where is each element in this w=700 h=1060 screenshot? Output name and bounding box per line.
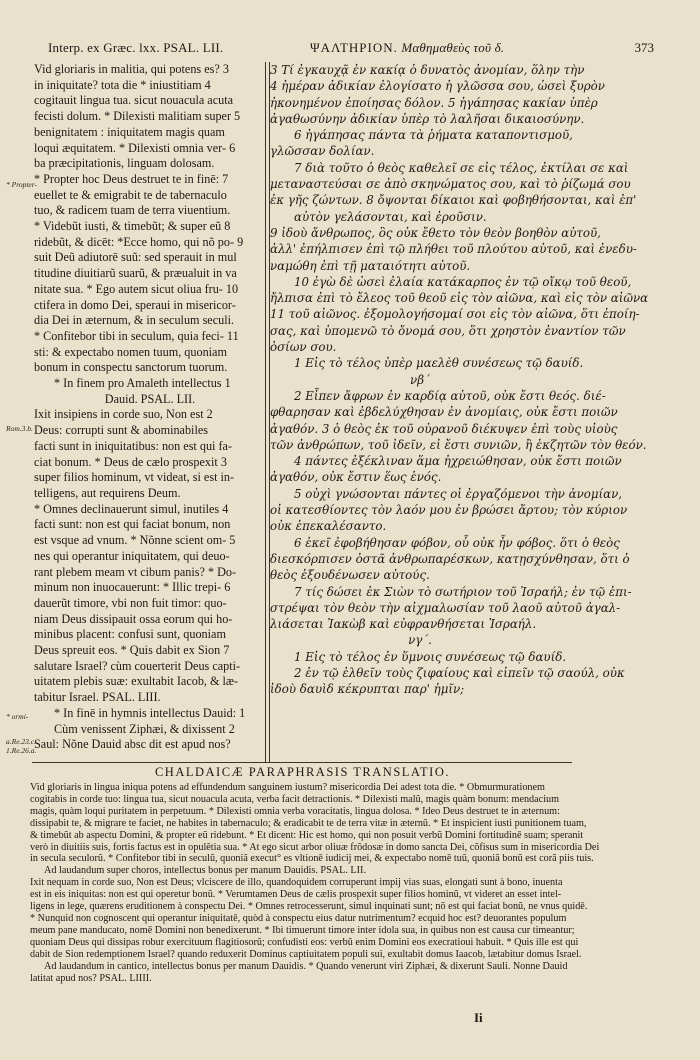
margin-note: 1.Re.26.a.: [6, 746, 37, 755]
text-line: magis, quàm loqui puritatem in perpetuum. * Dilexisti omnia verba voracitatis, lingua dolosa. * Ideo Deus destruet te in æternum:: [30, 805, 560, 817]
margin-note: a.Re.23.c.: [6, 737, 36, 746]
text-line: μεταναστεύσαι σε ἀπὸ σκηνώματος σου, καὶ τὸ ῥίζωμά σου: [270, 177, 631, 192]
text-line: Vid gloriaris in malitia, qui potens es? 3: [34, 62, 229, 76]
text-line: ναμώθη ἐπὶ τῇ ματαιότητι αὐτοῦ.: [270, 258, 471, 273]
text-line: ἰδοὺ δαυὶδ κέκρυπται παρ' ἡμῖν;: [270, 682, 465, 697]
text-line: fecisti dolum. * Dilexisti malitiam super 5: [34, 109, 241, 124]
text-line: 2 ἐν τῷ ἐλθεῖν τοὺς ζιφαίους καὶ εἰπεῖν τῷ σαούλ, οὐκ: [294, 665, 625, 680]
text-line: loqui æquitatem. * Dilexisti omnia ver- 6: [34, 140, 236, 155]
text-line: φθαρησαν καὶ ἐβδελύχθησαν ἐν ἀνομίαις, οὐκ ἔστι ποιῶν: [270, 405, 618, 420]
text-line: telligens, aut requirens Deum.: [34, 485, 181, 500]
text-line: super filios hominum, vt videat, si est in-: [34, 470, 235, 485]
text-line: θεὸς ἐξουδένωσεν αὐτούς.: [270, 568, 430, 583]
text-line: ὁσίων σου.: [270, 340, 337, 355]
text-line: dabit de Sion redemptionem Israel? quando reduxerit Dominus captiuitatem populi sui, exultabit domus Iaacob, lætabitur domus Israel.: [30, 948, 582, 960]
text-line: minum non inuocauerunt: * Illic trepi- 6: [34, 580, 231, 595]
text-line: Ixit insipiens in corde suo, Non est 2: [34, 407, 213, 422]
text-line: 4 ἡμέραν ἀδικίαν ἐλογίσατο ἡ γλῶσσα σου, ὡσεὶ ξυρὸν: [270, 79, 605, 94]
running-head-right: [310, 40, 504, 56]
text-line: Deus spreuit eos. * Quis dabit ex Sion 7: [34, 643, 230, 658]
text-line: 6 ἐκεῖ ἐφοβήθησαν φόβον, οὗ οὐκ ἦν φόβος. ὅτι ὁ θεὸς: [294, 535, 620, 550]
text-line: Deus: corrupti sunt & abominabiles: [34, 423, 208, 438]
text-line: titudine diuitiarũ suarũ, & præualuit in va: [34, 266, 237, 281]
latin-column: [34, 62, 266, 753]
text-line: * Omnes declinauerunt simul, inutiles 4: [34, 501, 229, 516]
text-line: * In finem pro Amaleth intellectus 1: [54, 376, 231, 391]
text-line: 7 διὰ τοῦτο ὁ θεὸς καθελεῖ σε εἰς τέλος, ἐκτίλαι σε καὶ: [294, 160, 629, 175]
text-line: Dauid. PSAL. LII.: [104, 391, 196, 406]
text-line: 11 τοῦ αἰῶνος. ἐξομολογήσομαί σοι εἰς τὸν αἰῶνα, ὅτι ἐποίη-: [270, 307, 640, 322]
running-subtitle-greek: Μαθημαθεὺς τοῦ δ.: [401, 40, 505, 55]
text-line: sti: & expectabo nomen tuum, quoniam: [34, 344, 227, 359]
text-line: est in eis iniquitas: non est qui operetur bonũ. * Verumtamen Deus de cælis prospexit super filios hominũ, vt videret an esset intel-: [30, 889, 562, 901]
text-line: νγ΄.: [408, 633, 432, 648]
text-line: tabitur Israel. PSAL. LIII.: [34, 690, 161, 705]
text-line: * Propter hoc Deus destruet te in finē: 7: [34, 171, 229, 186]
text-line: 6 ἠγάπησας πάντα τὰ ῥήματα καταποντισμοῦ,: [294, 128, 573, 143]
text-line: 3 Τί ἐγκαυχᾷ ἐν κακίᾳ ὁ δυνατὸς ἀνομίαν, ὅλην τὴν: [270, 63, 585, 77]
text-line: dissipabit te, & migrare te faciet, ne habites in tabernaculo; & eradicabit te de terra vitæ in æternũ. * Et inspicient iusti punitionem tuam,: [30, 817, 587, 829]
text-line: * Nunquid non cognoscent qui operantur iniquitatē, quòd à conspectu eius datur nutrimentum? ecquid hoc est? deuorantes populum: [30, 912, 567, 924]
text-line: facti sunt: non est qui faciat bonum, non: [34, 517, 231, 532]
text-line: cogitauit lingua tua. sicut nouacula acuta: [34, 93, 233, 108]
text-line: στρέψαι τὸν θεὸν τὴν αἰχμαλωσίαν τοῦ λαοῦ αὐτοῦ ἀγαλ-: [270, 600, 621, 615]
text-line: meum pane manducato, nomē Domini non benedixerunt. * Ibi timuerunt timore inter idola sua, in quibus non est causa cur timeantur;: [30, 924, 575, 936]
text-line: Ad laudandum in cantico, intellectus bonus per manum Dauidis. * Quando venerunt viri Ziphæi, & dixerunt Sauli. Nonne Dauid: [44, 960, 568, 972]
text-line: uitatem plebis suæ: exultabit Iacob, & læ-: [34, 674, 239, 689]
text-line: ἀγαθωσύνην ἀδικίαν ὑπὲρ τὸ λαλῆσαι δικαιοσύνην.: [270, 111, 585, 126]
text-line: Ad laudandum super choros, intellectus bonus per manum Dauidis. PSAL. LII.: [44, 865, 366, 877]
text-line: ridebũt, & dicēt: *Ecce homo, qui nõ po- 9: [34, 234, 244, 249]
text-line: verò in diuitiis suis, fortis factus est in opulẽtia sua. * At ego sicut arbor oliuæ frõdosæ in domo sancta Dei, cõfisus sum in misericordia Dei: [30, 841, 600, 853]
text-line: 5 οὐχὶ γνώσονται πάντες οἱ ἐργαζόμενοι τὴν ἀνομίαν,: [294, 486, 623, 501]
text-line: 2 Εἶπεν ἄφρων ἐν καρδίᾳ αὐτοῦ, οὐκ ἔστι θεός. διέ-: [294, 388, 606, 403]
chaldaic-paraphrase: [30, 765, 600, 984]
greek-column: [270, 62, 649, 698]
running-head-left: Interp. ex Græc. lxx. PSAL. LII.: [48, 40, 224, 55]
text-line: αὐτὸν γελάσονται, καὶ ἐροῦσιν.: [294, 209, 487, 224]
text-line: ciat bonum. * Deus de cælo prospexit 3: [34, 454, 227, 469]
text-line: σας, καὶ ὑπομενῶ τὸ ὄνομά σου, ὅτι χρηστὸν ἐναντίον τῶν: [270, 323, 626, 338]
text-line: quoniam Deus qui dissipas robur exercituum flagitiosorũ; confudisti eos: verbũ enim Domini eos execratioui habuit. * Quis ille est qui: [30, 936, 579, 948]
text-line: rant plebem meam vt cibum panis? * Do-: [34, 564, 237, 579]
text-line: τῶν ἀνθρώπων, τοῦ ἰδεῖν, εἰ ἔστι συνιῶν, ἢ ἐκζητῶν τὸν θεόν.: [270, 437, 647, 452]
text-line: ἤλπισα ἐπὶ τὸ ἔλεος τοῦ θεοῦ εἰς τὸν αἰῶνα, καὶ εἰς τὸν αἰῶνα: [270, 291, 649, 306]
text-line: γλῶσσαν δολίαν.: [270, 144, 375, 159]
margin-note: Rom.3.b.: [6, 424, 33, 433]
text-line: niam Deus dissipauit ossa eorum qui ho-: [34, 611, 233, 626]
text-line: bonum in conspectu sanctorum tuorum.: [34, 360, 228, 375]
text-line: ctifera in domo Dei, speraui in misericor-: [34, 297, 236, 312]
section-rule: [32, 762, 572, 763]
text-line: facti sunt in iniquitatibus: non est qui fa-: [34, 438, 233, 453]
text-line: ἀλλ' ἐπήλπισεν ἐπὶ τῷ πλήθει τοῦ πλούτου αὐτοῦ, καὶ ἐνεδυ-: [270, 242, 637, 257]
text-line: suit Deũ adiutorē suũ: sed sperauit in mul: [34, 250, 237, 265]
text-line: ἠκονημένον ἐποίησας δόλον. 5 ἠγάπησας κακίαν ὑπὲρ: [270, 95, 598, 110]
text-line: ligens in lege, quærens eruditionem à conspectu Dei. * Omnes retrocesserunt, simul inquinati sunt; nõ est qui faciat bonũ, ne vnus quidē.: [30, 901, 588, 913]
text-line: Saul: Nõne Dauid absc dit est apud nos?: [34, 737, 231, 752]
text-line: salutare Israel? cùm couerterit Deus capti-: [34, 658, 241, 673]
signature-mark: Ii: [474, 1010, 483, 1025]
text-line: tuo, & radicem tuam de terra viuentium.: [34, 203, 231, 218]
text-line: Ixit nequam in corde suo, Non est Deus; vlciscere de illo, quandoquidem corruperunt impij vias suas, elongati sunt à bono, inuenta: [30, 877, 563, 889]
text-line: οἱ κατεσθίοντες τὸν λαόν μου ἐν βρώσει ἄρτου; τὸν κύριον: [270, 503, 628, 518]
text-line: ἀγαθόν. 3 ὁ θεὸς ἐκ τοῦ οὐρανοῦ διέκυψεν ἐπὶ τοὺς υἱοὺς: [270, 421, 618, 436]
text-line: in secula seculorũ. * Confitebor tibi in seculũ, quoniã execut° es vltionē iudicij mei, & expectabo nomē tuũ, quoniã bonũ est corã piis tuis.: [30, 853, 594, 865]
text-line: 1 Εἰς τὸ τέλος ἐν ὕμνοις συνέσεως τῷ δαυίδ.: [294, 649, 567, 664]
text-line: cogitabis in corde tuo: lingua tua, sicut nouacula acuta, verba facit detractionis. * Dilexisti malũ, magis quàm bonum: mendacium: [30, 793, 560, 805]
text-line: latitat apud nos? PSAL. LIIII.: [30, 972, 152, 984]
text-line: νβ΄: [410, 372, 430, 387]
text-line: ἀγαθόν, οὐκ ἔστιν ἕως ἑνός.: [270, 470, 442, 485]
text-line: διεσκόρπισεν ὀστᾶ ἀνθρωπαρέσκων, κατῃσχύνθησαν, ὅτι ὁ: [270, 551, 630, 566]
text-line: 1 Εἰς τὸ τέλος ὑπὲρ μαελὲθ συνέσεως τῷ δαυίδ.: [294, 356, 584, 371]
text-line: * Confitebor tibi in seculum, quia feci- 11: [34, 328, 239, 343]
text-line: nitate sua. * Ego autem sicut oliua fru- 10: [34, 281, 239, 296]
text-line: Vid gloriaris in lingua iniqua potens ad effundendum sanguinem iustum? misericordia Dei adest tota die. * Obmurmurationem: [30, 782, 545, 793]
text-line: benignitatem : iniquitatem magis quam: [34, 124, 225, 139]
text-line: Cùm venissent Ziphæi, & dixissent 2: [54, 721, 235, 736]
text-line: * In finē in hymnis intellectus Dauid: 1: [54, 705, 246, 720]
text-line: euellet te & emigrabit te de tabernaculo: [34, 187, 227, 202]
text-line: ἐκ γῆς ζώντων. 8 ὄψονται δίκαιοι καὶ φοβηθήσονται, καὶ ἐπ': [270, 193, 637, 208]
chaldaic-title: CHALDAICÆ PARAPHRASIS TRANSLATIO.: [154, 765, 451, 779]
text-line: dauerũt timore, vbi non fuit timor: quo-: [34, 595, 227, 610]
text-line: 4 πάντες ἐξέκλιναν ἅμα ἠχρειώθησαν, οὐκ ἔστι ποιῶν: [294, 454, 622, 469]
text-line: 7 τίς δώσει ἐκ Σιὼν τὸ σωτήριον τοῦ Ἰσραήλ; ἐν τῷ ἐπι-: [294, 584, 632, 599]
text-line: ba præcipitationis, linguam dolosam.: [34, 156, 215, 171]
text-line: & timebũt ab aspectu Domini, & propter eũ ridebunt. * Et dicent: Hic est homo, qui non posuit verbũ Domini fortitudinē suam; speranit: [30, 829, 584, 841]
margin-note: * ormi-: [6, 712, 29, 721]
running-title-greek: ΨΑΛΤΗΡΙΟΝ.: [310, 40, 398, 55]
chaldaic-text: [30, 782, 600, 984]
text-line: * Videbũt iusti, & timebũt; & super eũ 8: [34, 219, 231, 234]
text-line: in iniquitate? tota die * iniustitiam 4: [34, 77, 211, 92]
text-line: dia Dei in æternum, & in seculum seculi.: [34, 313, 235, 328]
text-line: 9 ἰδοὺ ἄνθρωπος, ὃς οὐκ ἔθετο τὸν θεὸν βοηθὸν αὐτοῦ,: [270, 225, 601, 240]
text-line: οὐκ ἐπεκαλέσαντο.: [270, 519, 387, 534]
text-line: nes qui operantur iniquitatem, qui deuo-: [34, 548, 230, 563]
margin-note: * Propter-: [6, 180, 38, 189]
text-line: est vsque ad vnum. * Nõnne scient om- 5: [34, 533, 236, 548]
text-line: λιάσεται Ἰακὼβ καὶ εὐφρανθήσεται Ἰσραήλ.: [270, 617, 537, 632]
page-number: 373: [634, 40, 654, 55]
text-line: minibus placent: confusi sunt, quoniam: [34, 627, 226, 642]
text-line: 10 ἐγὼ δὲ ὡσεὶ ἐλαία κατάκαρπος ἐν τῷ οἴκῳ τοῦ θεοῦ,: [294, 274, 632, 289]
